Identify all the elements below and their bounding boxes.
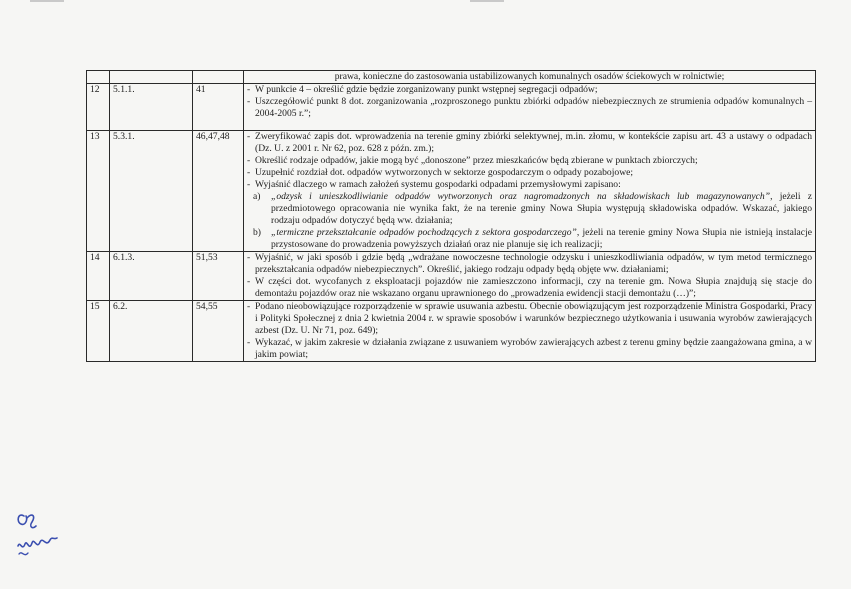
table-row [87,252,816,301]
section-number: 5.3.1. [110,131,193,252]
table-row-continuation [87,71,816,84]
page-reference: 41 [193,84,244,131]
table-row [87,301,816,362]
remark-item: - Uzupełnić rozdział dot. odpadów wytworzonych w sektorze gospodarczym o odpady pozabojowe; [247,167,634,178]
remark-cell [244,131,816,252]
remark-item: - Wyjaśnić dlaczego w ramach założeń systemu gospodarki odpadami przemysłowymi zapisano: [247,179,621,190]
table-row [87,131,816,252]
remark-item: - W punkcie 4 – określić gdzie będzie zorganizowany punkt wstępnej segregacji odpadów; [247,84,598,95]
handwritten-initials [10,506,68,562]
remark-item: - W części dot. wycofanych z eksploatacji pojazdów nie zamieszczono informacji, czy na terenie gm. Nowa Słupia znajdują się stacje do demontażu pojazdów oraz nie wskazano organu uprawnionego do „prowadzenia ewidencji stacji demontażu (…)”; [247,276,812,299]
remark-item: - Zweryfikować zapis dot. wprowadzenia na terenie gminy zbiórki selektywnej, m.in. złomu, w kontekście zapisu art. 43 a ustawy o odpadach (Dz. U. z 2001 r. Nr 62, poz. 628 z późn. zm.); [247,131,812,154]
page-reference: 51,53 [193,252,244,301]
row-number: 12 [87,84,110,131]
scan-edge-mark [470,0,504,2]
remark-cell [244,252,816,301]
row-number: 15 [87,301,110,362]
remark-item: - Podano nieobowiązujące rozporządzenie w sprawie usuwania azbestu. Obecnie obowiązującym jest rozporządzenie Ministra Gospodarki, Pracy i Polityki Społecznej z dnia 2 kwietnia 2004 r. w sprawie sposobów i warunków bezpiecznego użytkowania i usuwania wyrobów zawierających azbest (Dz. U. Nr 71, poz. 649); [247,301,812,336]
remark-item: - Wyjaśnić, w jaki sposób i gdzie będą „wdrażane nowoczesne technologie odzysku i unieszkodliwiania odpadów, w tym metod termicznego przekształcania odpadów niebezpiecznych”. Określić, jakiego rodzaju odpady będą objęte ww. działaniami; [247,252,812,275]
page-reference: 54,55 [193,301,244,362]
remark-subitem-b: b) „termiczne przekształcanie odpadów pochodzących z sektora gospodarczego”, jeżeli na terenie gminy Nowa Słupia nie istnieją instalacje przystosowane do prowadzenia powyższych działań oraz nie planuje się ich realizacji; [253,227,812,250]
section-number: 6.2. [110,301,193,362]
section-number: 5.1.1. [110,84,193,131]
remark-subitem-a: a) „odzysk i unieszkodliwianie odpadów wytworzonych oraz nagromadzonych na składowiskach lub magazynowanych”, jeżeli z przedmiotowego opracowania nie wynika fakt, że na terenie gminy Nowa Słupia występują składowiska odpadów. Wskazać, jakiego rodzaju odpadów dotyczyć będą ww. działania; [253,191,812,226]
scan-edge-mark [30,0,64,2]
remark-item: - Wykazać, w jakim zakresie w działania związane z usuwaniem wyrobów zawierających azbest z terenu gminy będzie zaangażowana gmina, a w jakim powiat; [247,337,812,360]
table-row [87,84,816,131]
section-number: 6.1.3. [110,252,193,301]
remark-item: - Uszczegółowić punkt 8 dot. zorganizowania „rozproszonego punktu zbiórki odpadów niebezpiecznych ze strumienia odpadów komunalnych – 2004-2005 r.”; [247,96,812,119]
page-reference: 46,47,48 [193,131,244,252]
remark-cell [244,301,816,362]
remarks-table [86,70,816,362]
signature-icon [10,506,68,562]
remark-continuation: prawa, konieczne do zastosowania ustabilizowanych komunalnych osadów ściekowych w rolnictwie; [244,71,816,84]
row-number: 13 [87,131,110,252]
remark-cell [244,84,816,131]
row-number: 14 [87,252,110,301]
remark-item: - Określić rodzaje odpadów, jakie mogą być „donoszone” przez mieszkańców będą zbierane w punktach zbiorczych; [247,155,698,166]
